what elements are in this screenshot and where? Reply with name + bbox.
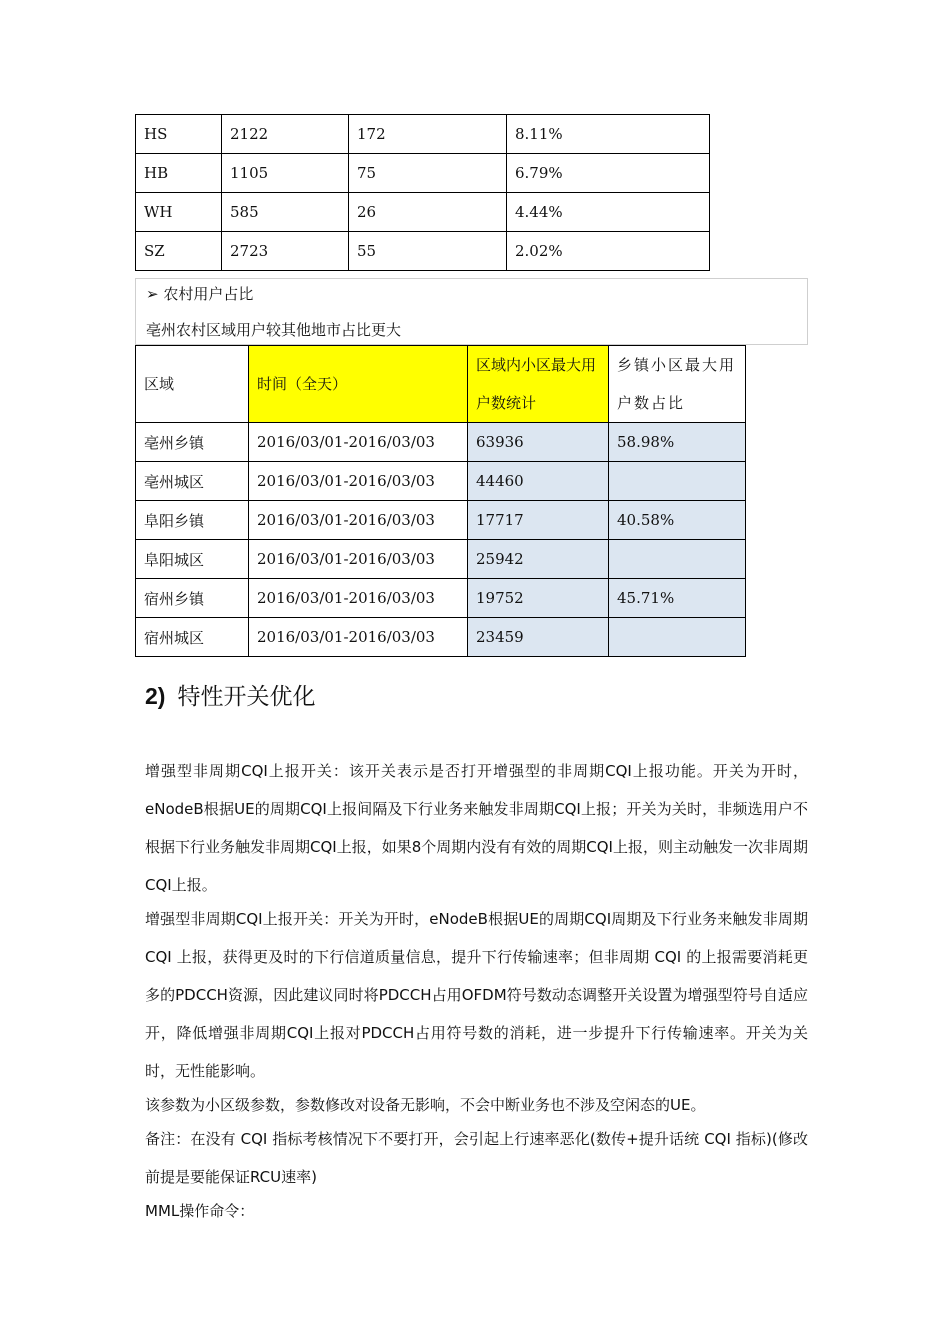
rural-ratio-table: [135, 345, 746, 657]
table-cell: 2016/03/01-2016/03/03: [249, 501, 468, 540]
table-cell: 25942: [468, 540, 609, 579]
table-cell: 阜阳城区: [136, 540, 249, 579]
table-cell: 宿州城区: [136, 618, 249, 657]
table-cell: [609, 618, 746, 657]
section-heading: [145, 678, 315, 711]
table-cell: 阜阳乡镇: [136, 501, 249, 540]
body-text: [145, 752, 808, 1226]
arrow-bullet-icon: ➢: [146, 285, 159, 303]
paragraph: 增强型非周期CQI上报开关：该开关表示是否打开增强型的非周期CQI上报功能。开关为开时，eNodeB根据UE的周期CQI上报间隔及下行业务来触发非周期CQI上报；开关为关时，非频选用户不根据下行业务触发非周期CQI上报，如果8个周期内没有有效的周期CQI上报，则主动触发一次非周期CQI上报。: [145, 762, 808, 894]
table-row: [136, 115, 710, 154]
region-stats-table: [135, 114, 710, 271]
note-title: 农村用户占比: [163, 285, 254, 303]
table-cell: 2723: [222, 232, 349, 271]
paragraph: 备注：在没有 CQI 指标考核情况下不要打开，会引起上行速率恶化(数传+提升话统 CQI 指标)(修改前提是要能保证RCU速率): [145, 1130, 808, 1186]
section-number: 2): [145, 683, 166, 709]
paragraph: 增强型非周期CQI上报开关：开关为开时，eNodeB根据UE的周期CQI周期及下行业务来触发非周期 CQI 上报，获得更及时的下行信道质量信息，提升下行传输速率；但非周期 CQI 的上报需要消耗更多的PDCCH资源，因此建议同时将PDCCH占用OFDM符号数动态调整开关设置为增强型符号自适应开，降低增强非周期CQI上报对PDCCH占用符号数的消耗，进一步提升下行传输速率。开关为关时，无性能影响。: [145, 910, 808, 1080]
table-cell: 44460: [468, 462, 609, 501]
table-cell: 6.79%: [507, 154, 710, 193]
table-cell: 2016/03/01-2016/03/03: [249, 618, 468, 657]
header-cell-region: 区域: [136, 346, 249, 423]
table-header-row: [136, 346, 746, 423]
note-title-line: [146, 281, 797, 311]
table-row: [136, 154, 710, 193]
table-cell: 63936: [468, 423, 609, 462]
header-cell-ratio: 乡镇小区最大用户数占比: [609, 346, 746, 423]
table-cell: 45.71%: [609, 579, 746, 618]
table-row: [136, 423, 746, 462]
table-cell: 8.11%: [507, 115, 710, 154]
table-cell: 2016/03/01-2016/03/03: [249, 423, 468, 462]
table-cell: 2122: [222, 115, 349, 154]
table-cell: 75: [349, 154, 507, 193]
table-cell: 1105: [222, 154, 349, 193]
header-cell-max-users: 区域内小区最大用户数统计: [468, 346, 609, 423]
paragraph: 该参数为小区级参数，参数修改对设备无影响，不会中断业务也不涉及空闲态的UE。: [145, 1096, 706, 1114]
note-text: 亳州农村区域用户较其他地市占比更大: [146, 321, 402, 339]
table-row: [136, 501, 746, 540]
table-row: [136, 579, 746, 618]
table-cell: WH: [136, 193, 222, 232]
table-cell: HB: [136, 154, 222, 193]
table-cell: 58.98%: [609, 423, 746, 462]
table-row: [136, 618, 746, 657]
table-cell: 2.02%: [507, 232, 710, 271]
table-row: [136, 232, 710, 271]
table-cell: 亳州城区: [136, 462, 249, 501]
table-cell: 172: [349, 115, 507, 154]
rural-users-note: [135, 278, 808, 345]
table-row: [136, 540, 746, 579]
paragraph: MML操作命令：: [145, 1202, 255, 1220]
table-cell: HS: [136, 115, 222, 154]
table-cell: 2016/03/01-2016/03/03: [249, 462, 468, 501]
section-title: 特性开关优化: [177, 684, 316, 710]
table-cell: 2016/03/01-2016/03/03: [249, 579, 468, 618]
table-cell: 26: [349, 193, 507, 232]
header-cell-time: 时间（全天）: [249, 346, 468, 423]
table-cell: 17717: [468, 501, 609, 540]
table-cell: [609, 462, 746, 501]
table-row: [136, 193, 710, 232]
table-cell: 4.44%: [507, 193, 710, 232]
table-cell: 585: [222, 193, 349, 232]
table-cell: [609, 540, 746, 579]
table-cell: SZ: [136, 232, 222, 271]
table-cell: 19752: [468, 579, 609, 618]
table-cell: 55: [349, 232, 507, 271]
table-cell: 40.58%: [609, 501, 746, 540]
table-cell: 23459: [468, 618, 609, 657]
table-cell: 2016/03/01-2016/03/03: [249, 540, 468, 579]
table-cell: 宿州乡镇: [136, 579, 249, 618]
table-row: [136, 462, 746, 501]
table-cell: 亳州乡镇: [136, 423, 249, 462]
